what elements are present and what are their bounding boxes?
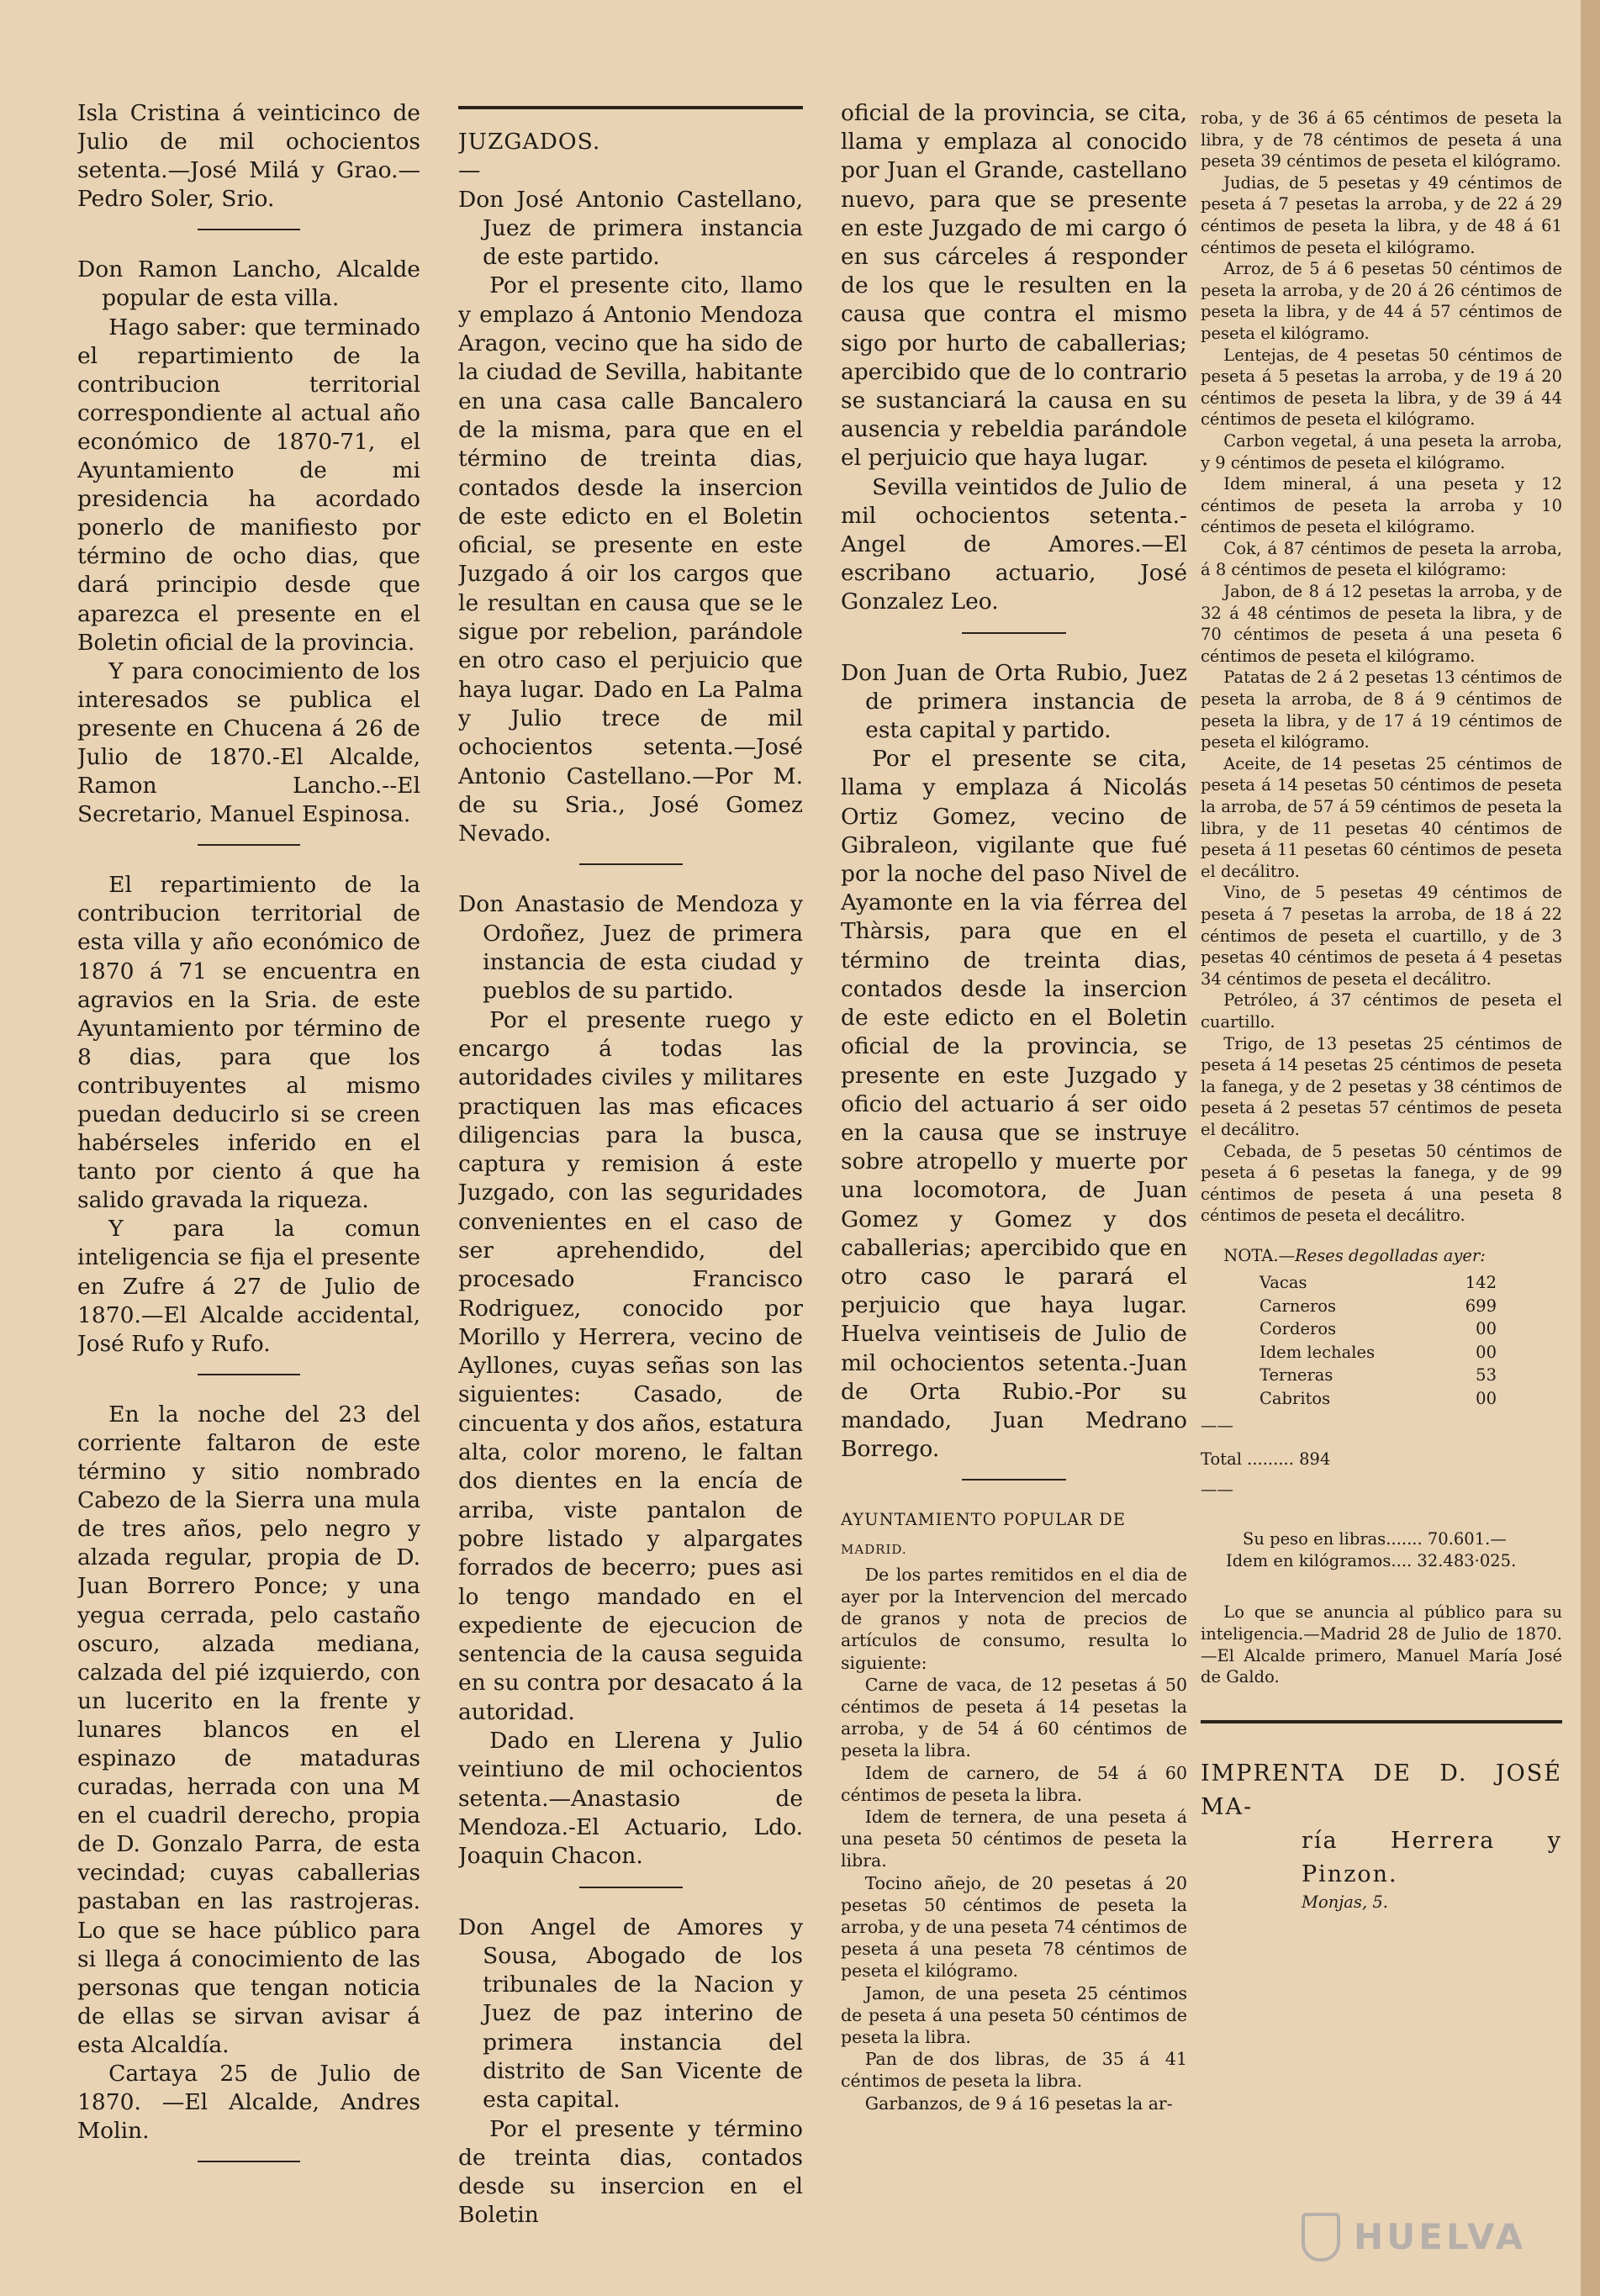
col4-paragraph-0: roba, y de 36 á 65 céntimos de peseta la libra, y de 78 céntimos de peseta á una peseta 39 céntimos de peseta el kilógramo. bbox=[1201, 108, 1562, 172]
table-row bbox=[1259, 1341, 1520, 1364]
col2-paragraph-8: Dado en Llerena y Julio veintiuno de mil ochocientos setenta.—Anastasio de Mendoza.-El Actuario, Ldo. Joaquin Chacon. bbox=[458, 1728, 803, 1870]
divider-rule bbox=[198, 2161, 300, 2162]
column-3 bbox=[841, 99, 1187, 2114]
col3-paragraph-7: MADRID. bbox=[841, 1541, 907, 1557]
column-2 bbox=[458, 99, 803, 2230]
col1-paragraph-7: Y para la comun inteligencia se fija el presente en Zufre á 27 de Julio de 1870.—El Alcalde accidental, José Rufo y Rufo. bbox=[77, 1216, 420, 1357]
weight-kilograms: Idem en kilógramos.... 32.483·025. bbox=[1226, 1550, 1517, 1570]
divider-rule bbox=[458, 106, 803, 109]
nota-heading: NOTA.—Reses degolladas ayer: bbox=[1223, 1245, 1486, 1265]
col2-paragraph-2: — bbox=[458, 157, 481, 184]
col3-paragraph-14: Pan de dos libras, de 35 á 41 céntimos de peseta la libra. bbox=[841, 2049, 1187, 2092]
slaughter-table bbox=[1259, 1271, 1520, 1410]
row-value: 00 bbox=[1476, 1319, 1497, 1339]
row-name: Terneras bbox=[1259, 1365, 1333, 1386]
col3-paragraph-13: Jamon, de una peseta 25 céntimos de peseta á una peseta 50 céntimos de peseta la libra. bbox=[841, 1982, 1187, 2048]
row-value: 699 bbox=[1465, 1296, 1497, 1316]
col2-paragraph-6: Don Anastasio de Mendoza y Ordoñez, Juez de primera instancia de esta ciudad y pueblos de su partido. bbox=[458, 891, 803, 1005]
col4-paragraph-9: Aceite, de 14 pesetas 25 céntimos de peseta á 14 pesetas 50 céntimos de peseta la arroba, de 57 á 59 céntimos de peseta la libra, y de 11 pesetas 40 céntimos de peseta á 11 pesetas 60 céntimos de peseta el decálitro. bbox=[1201, 753, 1562, 881]
col2-paragraph-4: Por el presente cito, llamo y emplazo á Antonio Mendoza Aragon, vecino que ha sido de la ciudad de Sevilla, habitante en una casa calle Bancalero de la misma, para que en el término de treinta dias, contados desde la insercion de este edicto en el Boletin oficial, se presente en este Juzgado á oir los cargos que le resultan en causa que se le sigue por rebelion, parándole en otro caso el perjuicio que haya lugar. Dado en La Palma y Julio trece de mil ochocientos setenta.—José Antonio Castellano.—Por M. de su Sria., José Gomez Nevado. bbox=[458, 272, 803, 847]
nota-label: NOTA. bbox=[1223, 1245, 1279, 1265]
imprint-line-2: ría Herrera y Pinzon. bbox=[1302, 1827, 1562, 1887]
row-name: Corderos bbox=[1259, 1319, 1337, 1339]
column-4: roba, y de 36 á 65 céntimos de peseta la libra, y de 78 céntimos de peseta á una peseta 39 céntimos de peseta el kilógramo. Judias, de 5 pesetas y 49 céntimos de peseta á 7 pesetas la arroba, y de 22 á 29 céntimos de peseta la libra, y de 48 á 61 céntimos de peseta el kilógramo. Arroz, de 5 á 6 pesetas 50 céntimos de peseta la arroba, y de 20 á 26 céntimos de peseta la libra, y de 44 á 57 céntimos de peseta el kilógramo. Lentejas, de 4 pesetas 50 céntimos de peseta á 5 pesetas la arroba, y de 19 á 20 céntimos de peseta la libra, y de 39 á 44 céntimos de peseta el kilógramo. Carbon vegetal, á una peseta la arroba, y 9 céntimos de peseta el kilógramo. Idem mineral, á una peseta y 12 céntimos de peseta la arroba y 10 céntimos de peseta el kilógramo. Cok, á 87 céntimos de peseta la arroba, á 8 céntimos de peseta el kilógramo: Jabon, de 8 á 12 pesetas la arroba, y de 32 á 48 céntimos de peseta la libra, y de 70 céntimos de peseta á una peseta 6 céntimos de peseta el kilógramo. Patatas de 2 á 2 pesetas 13 céntimos de peseta la arroba, de 8 á 9 céntimos de peseta la libra, y de 17 á 19 céntimos de peseta el kilógramo. Aceite, de 14 pesetas 25 céntimos de peseta á 14 pesetas 50 céntimos de peseta la arroba, de 57 á 59 céntimos de peseta la libra, y de 11 pesetas 40 céntimos de peseta á 11 pesetas 60 céntimos de peseta el decálitro. Vino, de 5 pesetas 49 céntimos de peseta á 7 pesetas la arroba, de 18 á 22 céntimos de peseta el cuartillo, y de 3 pesetas 40 céntimos de peseta á 4 pesetas 34 céntimos de peseta el decálitro. Petróleo, á 37 céntimos de peseta el cuartillo. Trigo, de 13 pesetas 25 céntimos de peseta á 14 pesetas 25 céntimos de peseta la fanega, y de 2 pesetas y 38 céntimos de peseta á 2 pesetas 57 céntimos de peseta el decálitro. Cebada, de 5 pesetas 50 céntimos de peseta á 6 pesetas la fanega, y de 99 céntimos de peseta á una peseta 8 céntimos de peseta el decálitro. NOTA.—Reses degolladas ayer: Vacas 142 Carneros 699 Corderos 00 Idem lechales 00 Terneras 53 Cabritos 00 —— Total ......... 894 —— Su peso en libras....... 70.601.— Idem en kilógramos.... 32.483·025. Lo que se anuncia al público para su inteligencia.—Madrid 28 de Julio de 1870.—El Alcalde primero, Manuel María José de Galdo. IMPRENTA DE D. JOSÉ MA- ría Herrera y Pinzon. Monjas, 5. bbox=[1201, 108, 1562, 1912]
row-value: 00 bbox=[1476, 1388, 1497, 1408]
divider-rule bbox=[579, 1887, 683, 1888]
shield-icon bbox=[1302, 2213, 1340, 2262]
row-name: Carneros bbox=[1259, 1296, 1337, 1316]
imprint-line-1: IMPRENTA DE D. JOSÉ MA- bbox=[1201, 1760, 1562, 1820]
huelva-watermark-logo bbox=[1302, 2209, 1554, 2268]
total-row: Total ......... 894 bbox=[1201, 1449, 1331, 1470]
row-value: 00 bbox=[1476, 1342, 1497, 1362]
nota-title: Reses degolladas ayer: bbox=[1295, 1245, 1486, 1265]
row-value: 53 bbox=[1476, 1365, 1497, 1386]
col2-paragraph-7: Por el presente ruego y encargo á todas las autoridades civiles y militares practiquen las mas eficaces diligencias para la busca, captura y remision á este Juzgado, con las seguridades convenientes en el caso de ser aprehendido, del procesado Francisco Rodriguez, conocido por Morillo y Herrera, vecino de Ayllones, cuyas señas son las siguientes: Casado, de cincuenta y dos años, estatura alta, color moreno, le faltan dos dientes en la encía de arriba, viste pantalon de pobre listado y alpargates forrados de becerro; pues asi lo tengo mandado en el expediente de ejecucion de sentencia de la causa seguida en su contra por desacato á la autoridad. bbox=[458, 1006, 803, 1725]
column-1 bbox=[77, 99, 420, 2188]
col4-paragraph-7: Jabon, de 8 á 12 pesetas la arroba, y de 32 á 48 céntimos de peseta la libra, y de 70 céntimos de peseta á una peseta 6 céntimos de peseta el kilógramo. bbox=[1201, 582, 1562, 666]
watermark-text: HUELVA bbox=[1354, 2216, 1527, 2257]
divider-rule bbox=[198, 844, 300, 846]
table-row bbox=[1259, 1295, 1520, 1318]
imprint-line-3: Monjas, 5. bbox=[1302, 1892, 1388, 1912]
table-row bbox=[1259, 1387, 1520, 1411]
col1-paragraph-0: Isla Cristina á veinticinco de Julio de mil ochocientos setenta.—José Milá y Grao.—Pedro Soler, Srio. bbox=[77, 100, 420, 213]
col1-paragraph-4: Y para conocimiento de los interesados se publica el presente en Chucena á 26 de Julio de 1870.-El Alcalde, Ramon Lancho.--El Secretario, Manuel Espinosa. bbox=[77, 657, 420, 828]
col3-paragraph-12: Tocino añejo, de 20 pesetas á 20 pesetas 50 céntimos de peseta la arroba, y de una peseta 74 céntimos de peseta á una peseta 78 céntimos de peseta el kilógramo. bbox=[841, 1872, 1187, 1982]
weight-pounds: Su peso en libras....... 70.601.— bbox=[1243, 1529, 1507, 1549]
divider-rule bbox=[962, 1479, 1066, 1481]
col4-paragraph-12: Trigo, de 13 pesetas 25 céntimos de peseta á 14 pesetas 25 céntimos de peseta la fanega, y de 2 pesetas y 38 céntimos de peseta á 2 pesetas 57 céntimos de peseta el decálitro. bbox=[1201, 1033, 1562, 1139]
closing-notice: Lo que se anuncia al público para su inteligencia.—Madrid 28 de Julio de 1870.—El Alcalde primero, Manuel María José de Galdo. bbox=[1201, 1602, 1562, 1687]
col4-paragraph-13: Cebada, de 5 pesetas 50 céntimos de peseta á 6 pesetas la fanega, y de 99 céntimos de peseta á una peseta 8 céntimos de peseta el decálitro. bbox=[1201, 1141, 1562, 1226]
col2-paragraph-3: Don José Antonio Castellano, Juez de primera instancia de este partido. bbox=[458, 186, 803, 271]
divider-rule bbox=[579, 863, 683, 865]
col4-paragraph-5: Idem mineral, á una peseta y 12 céntimos de peseta la arroba y 10 céntimos de peseta el kilógramo. bbox=[1201, 474, 1562, 537]
col2-paragraph-1: JUZGADOS. bbox=[458, 129, 601, 155]
divider-rule bbox=[962, 632, 1066, 634]
col1-paragraph-10: Cartaya 25 de Julio de 1870. —El Alcalde, Andres Molin. bbox=[77, 2061, 420, 2145]
table-row bbox=[1259, 1364, 1520, 1387]
divider-rule bbox=[1201, 1720, 1562, 1723]
table-row bbox=[1259, 1317, 1520, 1341]
col4-paragraph-6: Cok, á 87 céntimos de peseta la arroba, á 8 céntimos de peseta el kilógramo: bbox=[1201, 538, 1562, 580]
col3-paragraph-11: Idem de ternera, de una peseta á una peseta 50 céntimos de peseta la libra. bbox=[841, 1806, 1187, 1871]
col1-paragraph-6: El repartimiento de la contribucion territorial de esta villa y año económico de 1870 á 71 se encuentra en agravios en la Sria. de este Ayuntamiento por término de 8 dias, para que los contribuyentes al mismo puedan deducirlo si se creen habérseles inferido en el tanto por ciento á que ha salido gravada la riqueza. bbox=[77, 872, 420, 1214]
col3-paragraph-6: AYUNTAMIENTO POPULAR DE bbox=[841, 1510, 1126, 1530]
divider-rule bbox=[198, 1374, 300, 1375]
col1-paragraph-3: Hago saber: que terminado el repartimiento de la contribucion territorial correspondiente al actual año económico de 1870-71, el Ayuntamiento de mi presidencia ha acordado ponerlo de manifiesto por término de ocho dias, que dará principio desde que aparezca el presente en el Boletin oficial de la provincia. bbox=[77, 314, 420, 656]
col4-paragraph-8: Patatas de 2 á 2 pesetas 13 céntimos de peseta la arroba, de 8 á 9 céntimos de peseta la libra, y de 17 á 19 céntimos de peseta el kilógramo. bbox=[1201, 668, 1562, 752]
col2-paragraph-10: Don Angel de Amores y Sousa, Abogado de los tribunales de la Nacion y Juez de paz interino de primera instancia del distrito de San Vicente de esta capital. bbox=[458, 1913, 803, 2114]
col3-paragraph-9: Carne de vaca, de 12 pesetas á 50 céntimos de peseta á 14 pesetas la arroba, y de 54 á 60 céntimos de peseta la libra. bbox=[841, 1674, 1187, 1761]
col2-paragraph-11: Por el presente y término de treinta dias, contados desde su insercion en el Boletin bbox=[458, 2115, 803, 2229]
row-value: 142 bbox=[1465, 1273, 1497, 1293]
col4-paragraph-10: Vino, de 5 pesetas 49 céntimos de peseta á 7 pesetas la arroba, de 18 á 22 céntimos de peseta el cuartillo, y de 3 pesetas 40 céntimos de peseta á 4 pesetas 34 céntimos de peseta el decálitro. bbox=[1201, 883, 1562, 989]
col4-paragraph-4: Carbon vegetal, á una peseta la arroba, y 9 céntimos de peseta el kilógramo. bbox=[1201, 430, 1562, 472]
divider-rule bbox=[198, 229, 300, 230]
col1-paragraph-9: En la noche del 23 del corriente faltaron de este término y sitio nombrado Cabezo de la Sierra una mula de tres años, pelo negro y alzada regular, propia de D. Juan Borrero Ponce; y una yegua cerrada, pelo castaño oscuro, alzada mediana, calzada del pié izquierdo, con un lucerito en la frente y lunares blancos en el espinazo de mataduras curadas, herrada con una M en el cuadril derecho, propia de D. Gonzalo Parra, de esta vecindad; cuyas caballerias pastaban en las rastrojeras. Lo que se hace público para si llega á conocimiento de las personas que tengan noticia de ellas se sirvan avisar á esta Alcaldía. bbox=[77, 1401, 420, 2058]
row-name: Vacas bbox=[1259, 1273, 1307, 1293]
col3-paragraph-3: Don Juan de Orta Rubio, Juez de primera instancia de esta capital y partido. bbox=[841, 659, 1187, 744]
col1-paragraph-2: Don Ramon Lancho, Alcalde popular de esta villa. bbox=[77, 256, 420, 312]
col3-paragraph-4: Por el presente se cita, llama y emplaza á Nicolás Ortiz Gomez, vecino de Gibraleon, vigilante que fué por la noche del paso Nivel de Ayamonte en la via férrea del Thàrsis, para que en el término de treinta dias, contados desde la insercion de este edicto en el Boletin oficial de la provincia, se presente en este Juzgado y oficio del actuario á ser oido en la causa que se instruye sobre atropello y muerte por una locomotora, de Juan Gomez y Gomez y dos caballerias; apercibido que en otro caso le parará el perjuicio que haya lugar. Huelva veintiseis de Julio de mil ochocientos setenta.-Juan de Orta Rubio.-Por su mandado, Juan Medrano Borrego. bbox=[841, 746, 1187, 1463]
col3-paragraph-1: Sevilla veintidos de Julio de mil ochocientos setenta.-Angel de Amores.—El escribano actuario, José Gonzalez Leo. bbox=[841, 473, 1187, 615]
table-row bbox=[1259, 1271, 1520, 1295]
col4-paragraph-2: Arroz, de 5 á 6 pesetas 50 céntimos de peseta la arroba, y de 20 á 26 céntimos de peseta la libra, y de 44 á 57 céntimos de peseta el kilógramo. bbox=[1201, 259, 1562, 343]
page-fold-shadow bbox=[1581, 0, 1600, 2296]
row-name: Cabritos bbox=[1259, 1388, 1331, 1408]
total-value: 894 bbox=[1299, 1449, 1331, 1470]
sum-line: —— bbox=[1201, 1416, 1233, 1436]
row-name: Idem lechales bbox=[1259, 1342, 1376, 1362]
col3-paragraph-10: Idem de carnero, de 54 á 60 céntimos de peseta la libra. bbox=[841, 1762, 1187, 1805]
col4-paragraph-1: Judias, de 5 pesetas y 49 céntimos de peseta á 7 pesetas la arroba, y de 22 á 29 céntimos de peseta la libra, y de 48 á 61 céntimos de peseta el kilógramo. bbox=[1201, 172, 1562, 257]
total-label: Total bbox=[1201, 1449, 1242, 1470]
col4-paragraph-3: Lentejas, de 4 pesetas 50 céntimos de peseta á 5 pesetas la arroba, y de 19 á 20 céntimos de peseta la libra, y de 39 á 44 céntimos de peseta el kilógramo. bbox=[1201, 345, 1562, 430]
market-prices bbox=[1201, 108, 1562, 1227]
col3-paragraph-15: Garbanzos, de 9 á 16 pesetas la ar- bbox=[864, 2093, 1173, 2114]
col4-paragraph-11: Petróleo, á 37 céntimos de peseta el cuartillo. bbox=[1201, 990, 1562, 1032]
col3-paragraph-8: De los partes remitidos en el dia de ayer por la Intervencion del mercado de granos y nota de precios de artículos de consumo, resulta lo siguiente: bbox=[841, 1564, 1187, 1673]
col3-paragraph-0: oficial de la provincia, se cita, llama y emplaza al conocido por Juan el Grande, castellano nuevo, para que se presente en este Juzgado de mi cargo ó en sus cárceles á responder de los que le resulten en la causa que contra el mismo sigo por hurto de caballerias; apercibido que de lo contrario se sustanciará la causa en su ausencia y rebeldia parándole el perjuicio que haya lugar. bbox=[841, 100, 1187, 472]
